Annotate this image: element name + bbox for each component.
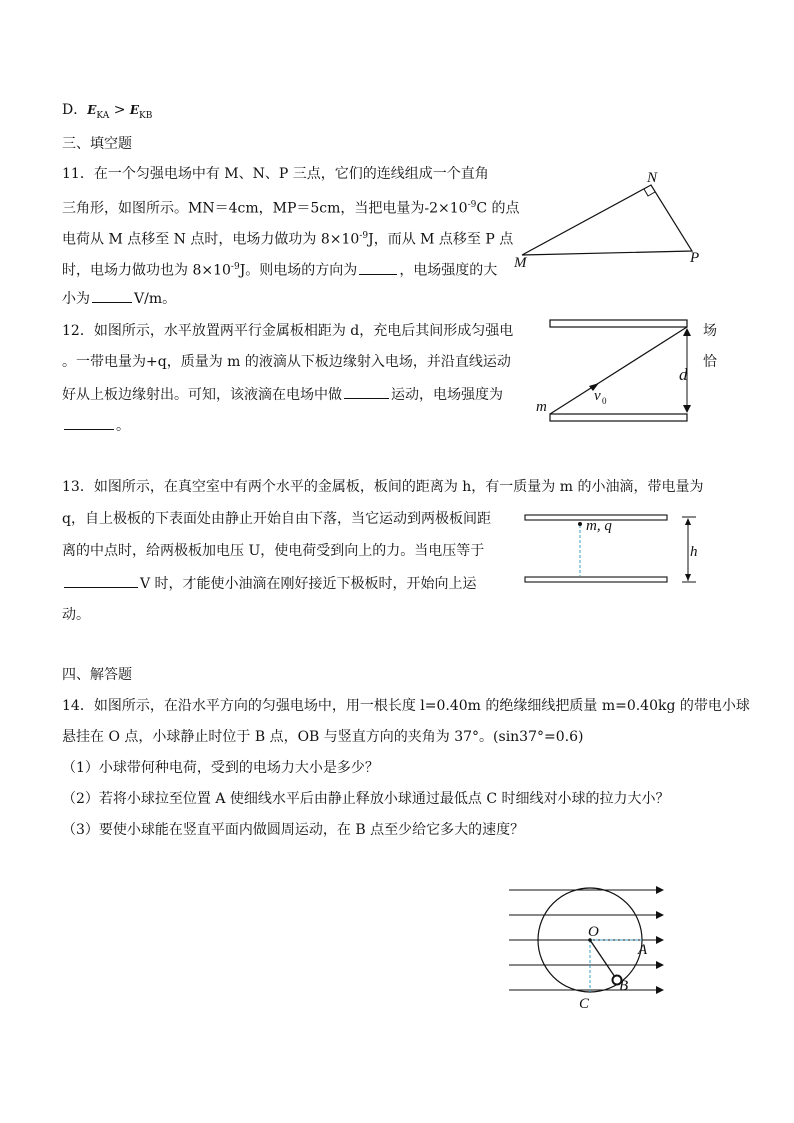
label-distance: d [679,365,688,384]
formula-sub-kb: KB [139,110,153,121]
q12-line2: 。一带电量为+q，质量为 m 的液滴从下板边缘射入电场，并沿直线运动 [62,354,511,370]
section-3-heading: 三、填空题 [62,136,132,152]
q12-line4 [62,415,130,436]
height-arrow-up [685,518,691,525]
q11-exp1: -9 [467,200,477,210]
q12-blank-field[interactable] [64,415,114,430]
label-h: h [690,544,698,560]
q11-line2-text: 三角形，如图所示。MN＝4cm，MP＝5cm，当把电量为-2×10 [62,200,468,217]
q13-line3: 离的中点时，给两极板加电压 U，使电荷受到向上的力。当电压等于 [62,543,485,559]
q13-line4-text: V 时，才能使小油滴在刚好接近下极板时，开始向上运 [140,576,477,592]
q11-line2 [62,195,520,219]
q12-blank-motion[interactable] [344,384,389,399]
q13-line5: 动。 [62,607,90,623]
label-mq: m, q [586,518,612,534]
option-d-label: D． [62,102,88,118]
q14-line1: 14．如图所示，在沿水平方向的匀强电场中，用一根长度 l=0.40m 的绝缘细线把质量 m=0.40kg 的带电小球 [62,698,750,714]
q11-line5a: 小为 [62,291,90,307]
label-velocity: v [594,388,601,404]
q12-line3b: 运动，电场强度为 [391,387,503,403]
q13-line1: 13．如图所示，在真空室中有两个水平的金属板，板间的距离为 h，有一质量为 m 的小油滴，带电量为 [62,479,704,495]
q12-line4-end: 。 [116,418,130,434]
triangle-mnp [522,185,692,255]
q14-sub1: （1）小球带何种电荷，受到的电场力大小是多少？ [62,760,379,776]
q14-pendulum-figure [505,880,685,1015]
q14-line2: 悬挂在 O 点，小球静止时位于 B 点，OB 与竖直方向的夹角为 37°。(sin37°=0.6) [62,729,584,745]
height-arrow-down [685,574,691,581]
formula-sub-ka: KA [96,110,110,121]
q13-blank-voltage[interactable] [64,573,138,588]
q11-line4a: 时，电场力做功也为 8×10 [62,262,231,279]
formula-op: > [109,102,130,118]
lower-plate [550,414,687,421]
q11-line2-end: C 的点 [476,200,520,217]
q11-line3 [62,226,513,250]
q11-line4b: J。则电场的方向为 [239,262,358,279]
q14-sub3: （3）要使小球能在竖直平面内做圆周运动，在 B 点至少给它多大的速度？ [62,822,525,838]
q11-line1: 11．在一个匀强电场中有 M、N、P 三点，它们的连线组成一个直角 [62,166,489,182]
q11-exp2: -9 [359,231,369,241]
option-d [62,100,152,126]
upper-plate [550,320,687,327]
label-o: O [588,924,599,940]
droplet-path [550,327,687,414]
q12-line3a: 好从上板边缘射出。可知，该液滴在电场中做 [62,387,342,403]
q11-line4c: ，电场强度的大 [399,262,498,279]
oil-droplet [578,522,582,526]
formula-ek-a: E [87,103,97,117]
q12-line1: 12．如图所示，水平放置两平行金属板相距为 d，充电后其间形成匀强电 [62,323,514,339]
label-p: P [690,250,700,266]
label-c: C [579,996,590,1012]
label-m: M [514,255,527,271]
q11-line3a: 电荷从 M 点移至 N 点时，电场力做功为 8×10 [62,231,360,248]
q11-blank-direction[interactable] [359,260,397,275]
q13-line4 [62,573,477,594]
q12-line3 [62,384,503,405]
q11-triangle-figure [505,168,725,273]
q12-plates-figure [530,314,700,434]
q11-blank-field[interactable] [92,288,132,303]
section-4-heading: 四、解答题 [62,667,132,683]
string-ob [590,940,617,980]
q11-line5 [62,288,176,309]
q11-exp3: -9 [230,262,240,272]
q11-line5b: V/m。 [134,291,177,307]
distance-arrow-down [683,405,691,413]
q13-plates-figure [520,508,710,593]
q12-side-char-1: 场 [703,323,717,339]
q14-sub2: （2）若将小球拉至位置 A 使细线水平后由静止释放小球通过最低点 C 时细线对小球的拉力大小？ [62,791,670,807]
q11-line4 [62,257,497,281]
lower-plate [525,577,667,582]
label-b: B [619,978,629,994]
q13-line2: q，自上极板的下表面处由静止开始自由下落，当它运动到两极板间距 [62,511,491,527]
right-angle-mark [644,189,655,196]
label-velocity-sub: 0 [602,396,607,406]
label-mass: m [536,399,547,415]
label-a: A [638,942,648,958]
q12-side-char-2: 恰 [703,354,717,370]
q11-line3b: J，而从 M 点移至 P 点 [368,231,514,248]
formula-ek-b: E [129,103,140,117]
label-n: N [647,170,658,186]
